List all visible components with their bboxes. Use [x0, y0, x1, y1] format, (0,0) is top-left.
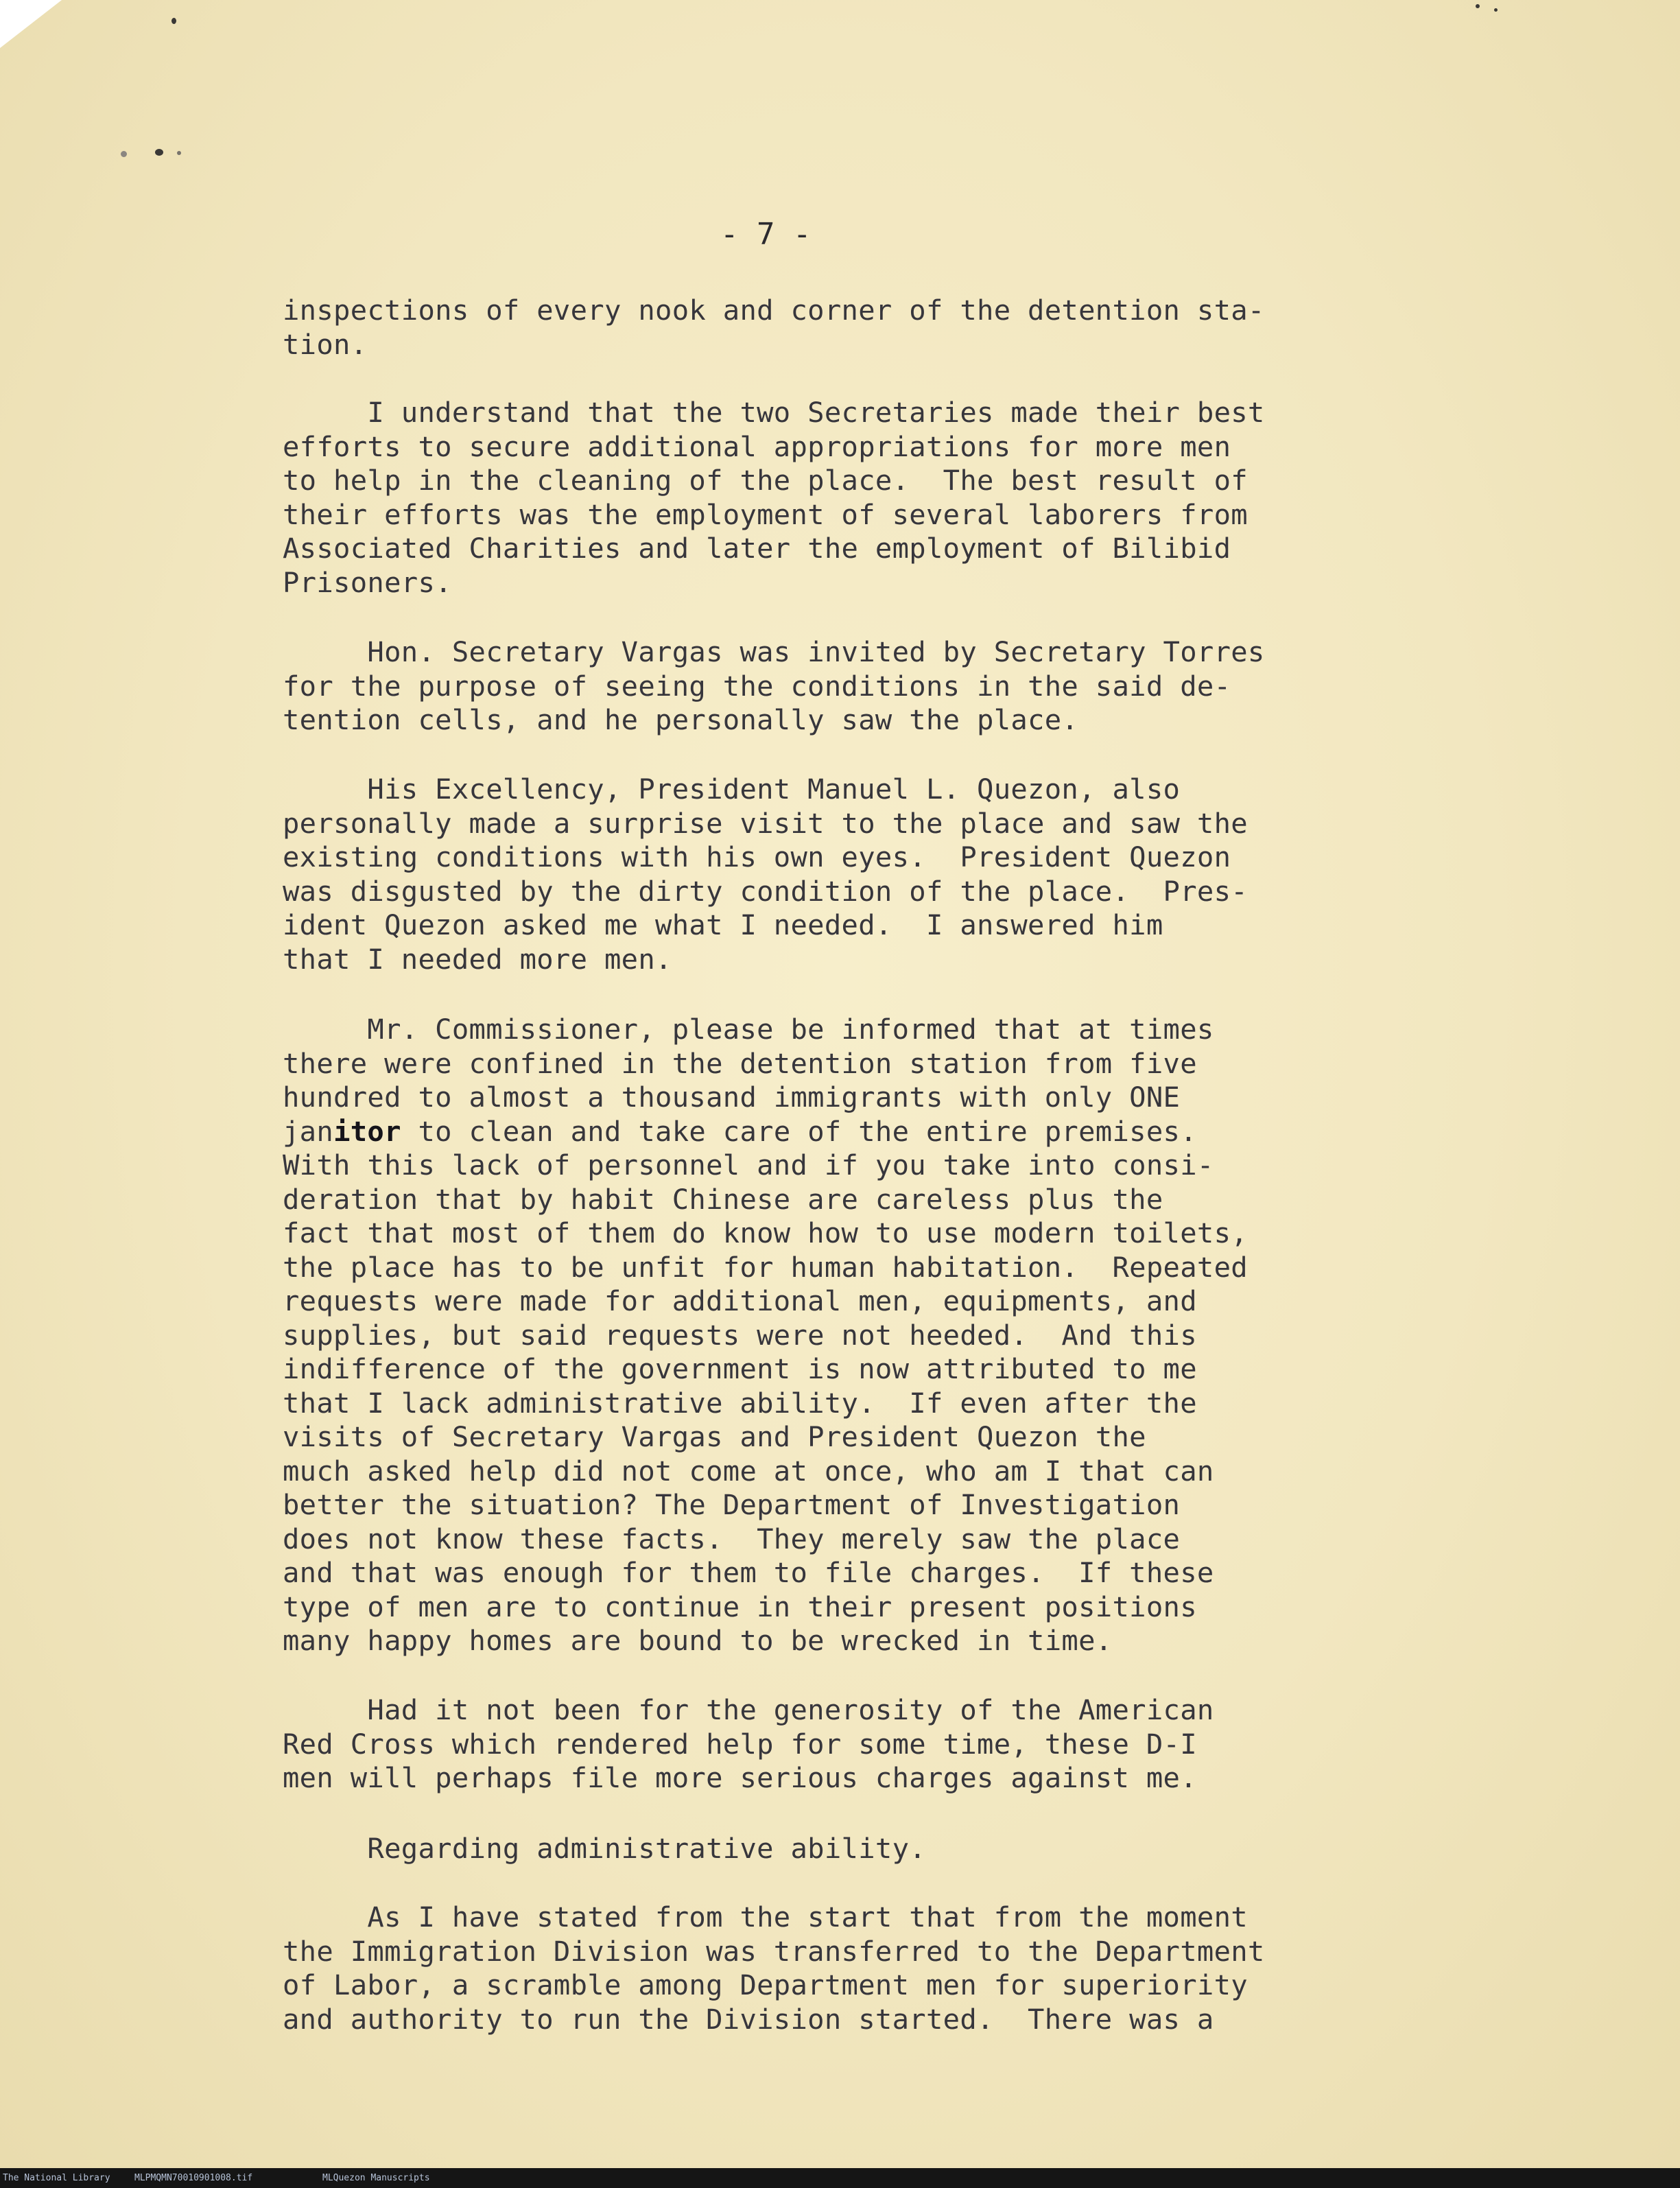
- ink-speck: [1476, 4, 1480, 8]
- paragraph-5-start: Mr. Commissioner, please be informed that at times there were confined in the detention station from five hundred to almost a thousand immigrants with only ONE jan: [283, 1013, 1214, 1148]
- paragraph-7: Regarding administrative ability.: [283, 1832, 926, 1865]
- page-number: - 7 -: [720, 217, 812, 252]
- paragraph-2: I understand that the two Secretaries made their best efforts to secure additional appropriations for more men to help in the cleaning of the place. The best result of their efforts was the employment of several laborers from Associated Charities and later the employment of Bilibid Prisoners.: [283, 396, 1265, 599]
- paragraph-1: inspections of every nook and corner of the detention sta- tion.: [283, 294, 1265, 361]
- footer-filename: MLPMQMN70010901008.tif: [134, 2173, 253, 2183]
- paragraph-5-rest: to clean and take care of the entire premises. With this lack of personnel and if you take into consi- deration that by habit Chinese are careless plus the fact that most of them do know how to use modern toilets, the place has to be unfit for human habitation. Repeated requests were made for additional men, equipments, and supplies, but said requests were not heeded. And this indifference of the government is now attributed to me that I lack administrative ability. If even after the visits of Secretary Vargas and President Quezon the much asked help did not come at once, who am I that can better the situation? The Department of Investigation does not know these facts. They merely saw the place and that was enough for them to file charges. If these type of men are to continue in their present positions many happy homes are bound to be wrecked in time.: [283, 1114, 1248, 1657]
- footer-collection: MLQuezon Manuscripts: [322, 2173, 430, 2183]
- paragraph-8: As I have stated from the start that from the moment the Immigration Division was transferred to the Department of Labor, a scramble among Department men for superiority and authority to run the Division started. There was a: [283, 1901, 1265, 2036]
- ink-speck: [177, 151, 181, 155]
- ink-speck: [155, 149, 163, 156]
- ink-speck: [171, 18, 176, 24]
- footer-library: The National Library: [3, 2173, 110, 2183]
- paragraph-5: [283, 1013, 1517, 1658]
- folded-corner: [0, 0, 62, 48]
- ink-speck: [1494, 8, 1498, 12]
- handwritten-correction: itor: [333, 1114, 401, 1148]
- ink-speck: [121, 151, 127, 157]
- scan-footer: [0, 2168, 1680, 2188]
- paragraph-6: Had it not been for the generosity of the American Red Cross which rendered help for some time, these D-I men will perhaps file more serious charges against me.: [283, 1693, 1214, 1794]
- paragraph-4: His Excellency, President Manuel L. Quezon, also personally made a surprise visit to the place and saw the existing conditions with his own eyes. President Quezon was disgusted by the dirty condition of the place. Pres- ident Quezon asked me what I needed. I answered him that I needed more men.: [283, 773, 1248, 976]
- paragraph-3: Hon. Secretary Vargas was invited by Secretary Torres for the purpose of seeing the conditions in the said de- tention cells, and he personally saw the place.: [283, 635, 1265, 736]
